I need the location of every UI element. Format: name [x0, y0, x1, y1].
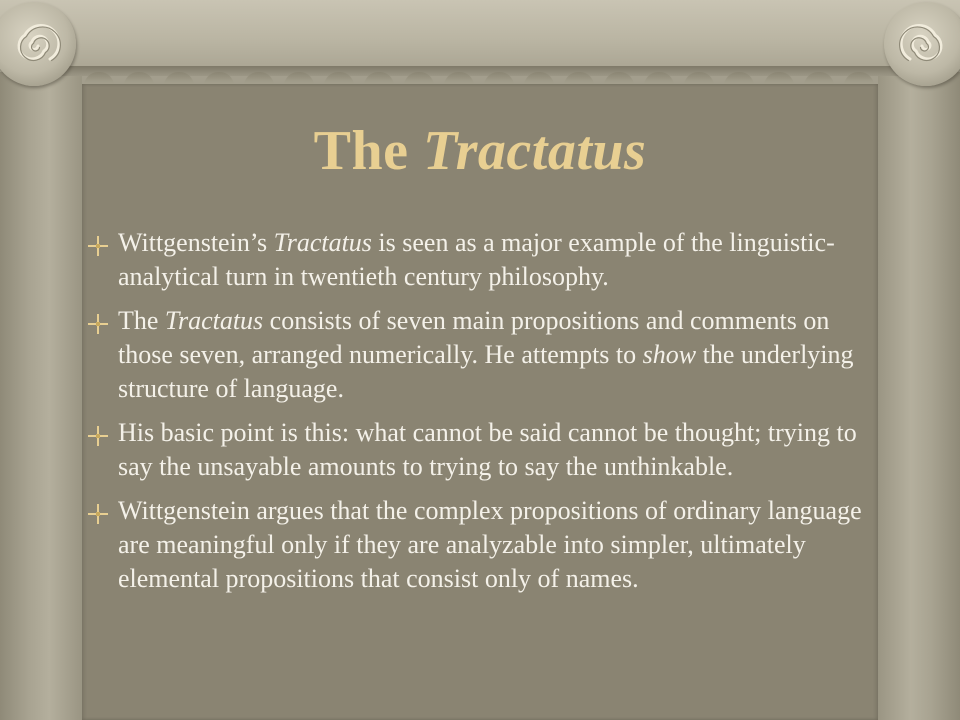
bullet-list	[82, 226, 872, 606]
dentil-block	[84, 72, 114, 84]
dentil-block	[324, 72, 354, 84]
cross-bullet-icon	[88, 314, 108, 334]
dentil-block	[204, 72, 234, 84]
bullet-text-segment: consists of seven main propositions and comments on those seven, arranged numerically. He attempts to	[118, 306, 830, 369]
dentil-block	[284, 72, 314, 84]
bullet-text-segment: Wittgenstein argues that the complex propositions of ordinary language are meaningful only if they are analyzable into simpler, ultimately elemental propositions that consist only of names.	[118, 496, 862, 593]
frame-left-column	[0, 0, 82, 720]
dentil-block	[164, 72, 194, 84]
bullet-text-segment: Wittgenstein’s	[118, 228, 274, 257]
dentil-block	[644, 72, 674, 84]
bullet-text-italic: Tractatus	[164, 306, 264, 335]
dentil-block	[124, 72, 154, 84]
bullet-text-segment: His basic point is this: what cannot be said cannot be thought; trying to say the unsayable amounts to trying to say the unthinkable.	[118, 418, 857, 481]
dentil-block	[684, 72, 714, 84]
cross-bullet-icon	[88, 236, 108, 256]
bullet-item	[82, 304, 872, 406]
dentil-block	[364, 72, 394, 84]
dentil-block	[604, 72, 634, 84]
bullet-item	[82, 494, 872, 596]
dentil-block	[524, 72, 554, 84]
bullet-item	[82, 226, 872, 294]
bullet-text-segment: is seen as a major example of the linguistic-analytical turn in twentieth century philosophy.	[118, 228, 835, 291]
bullet-text	[118, 494, 872, 596]
cross-bullet-icon	[88, 426, 108, 446]
scroll-header-band	[0, 0, 960, 72]
dentil-block	[404, 72, 434, 84]
dentil-block	[444, 72, 474, 84]
bullet-text-italic: show	[642, 340, 697, 369]
cross-bullet-icon	[88, 504, 108, 524]
frame-right-column	[878, 0, 960, 720]
title-italic: Tractatus	[423, 120, 647, 182]
dentil-block	[804, 72, 834, 84]
bullet-text	[118, 304, 872, 406]
slide-title	[82, 118, 878, 184]
bullet-text-segment: the underlying structure of language.	[118, 340, 854, 403]
scroll-spiral-left-icon	[0, 2, 76, 86]
dentil-block	[764, 72, 794, 84]
bullet-text-italic: Tractatus	[273, 228, 372, 257]
title-plain: The	[313, 120, 423, 182]
bullet-text-segment: The	[118, 306, 165, 335]
dentil-block	[484, 72, 514, 84]
bullet-text	[118, 226, 872, 294]
dentil-molding	[82, 72, 878, 84]
dentil-block	[564, 72, 594, 84]
dentil-block	[844, 72, 874, 84]
bullet-text	[118, 416, 872, 484]
dentil-block	[724, 72, 754, 84]
dentil-block	[244, 72, 274, 84]
bullet-item	[82, 416, 872, 484]
scroll-spiral-right-icon	[884, 2, 960, 86]
